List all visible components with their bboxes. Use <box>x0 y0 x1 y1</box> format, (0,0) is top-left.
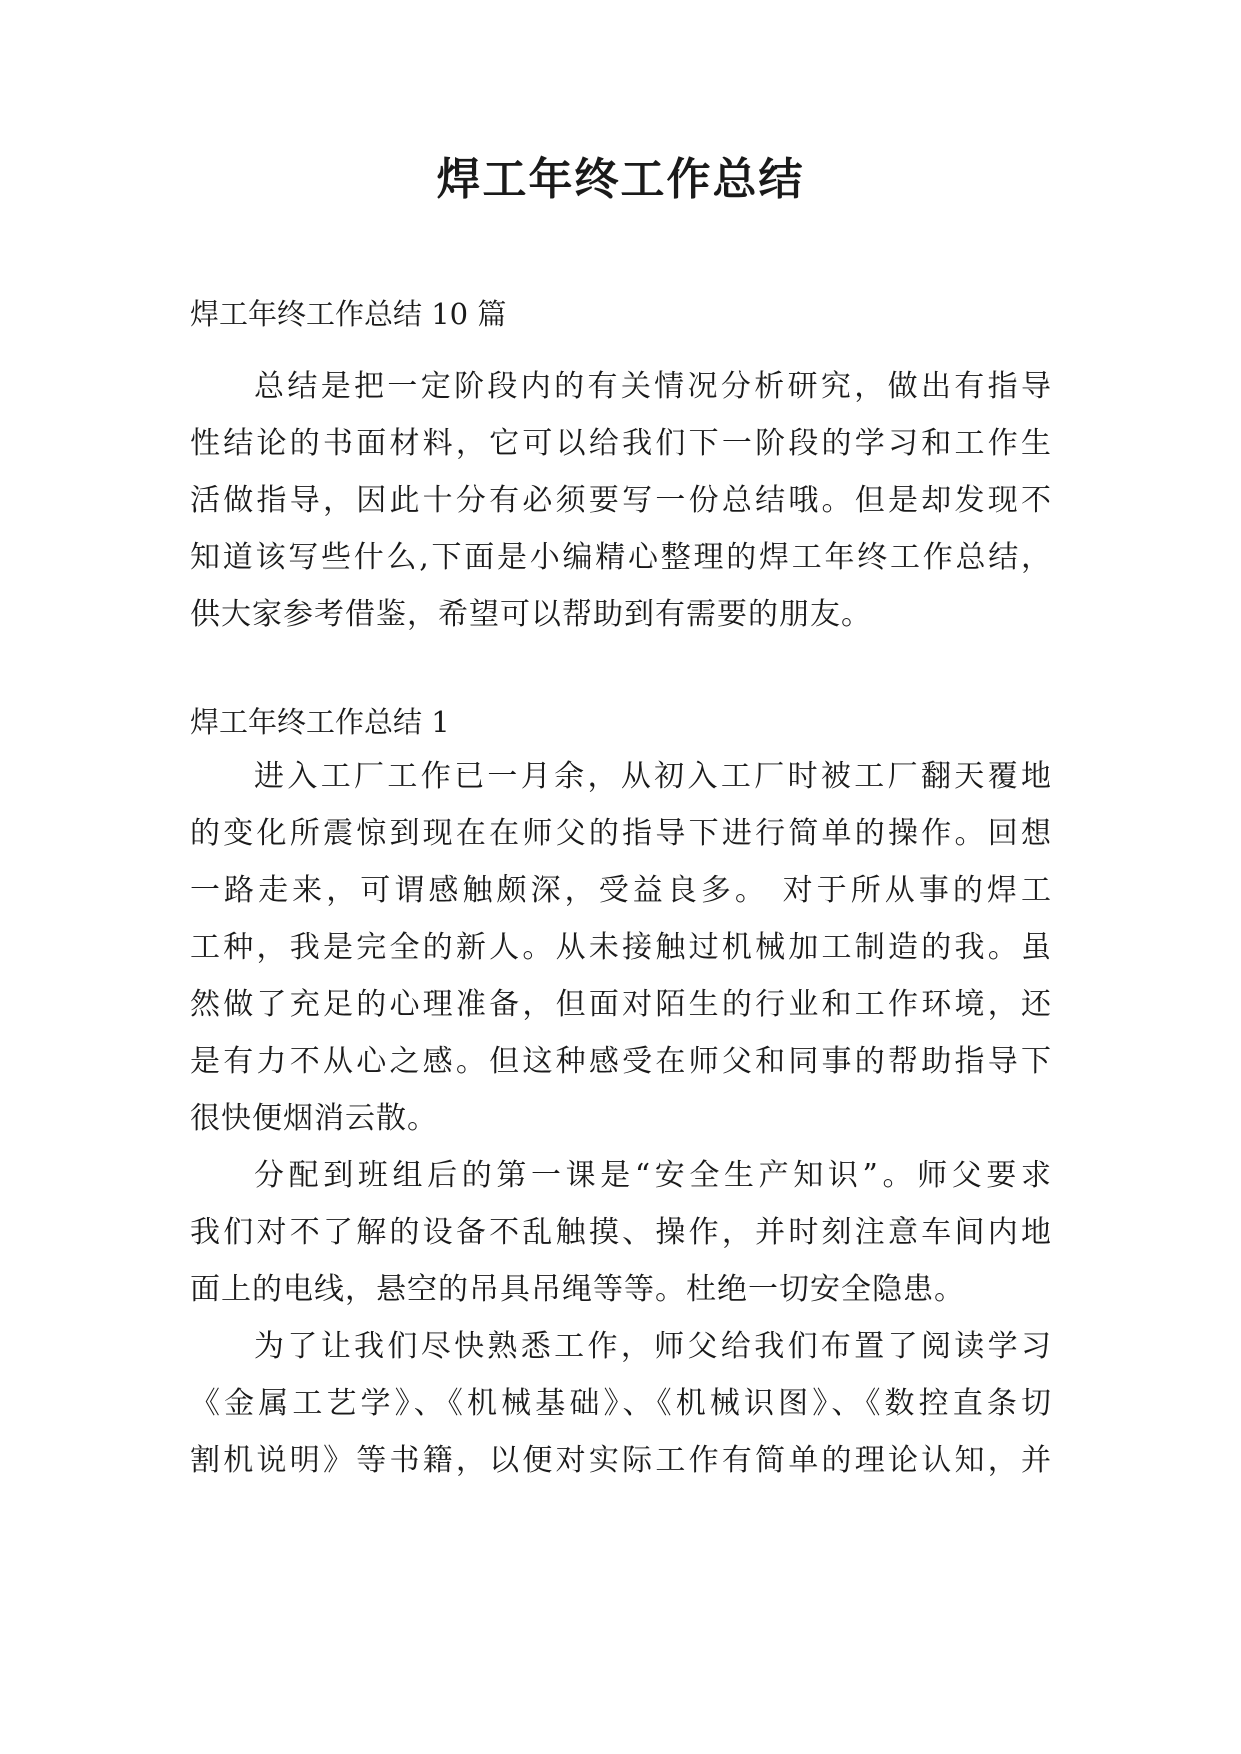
paragraph-line: 面上的电线，悬空的吊具吊绳等等。杜绝一切安全隐患。 <box>190 1272 965 1307</box>
paragraph-line: 进入工厂工作已一月余，从初入工厂时被工厂翻天覆地 <box>254 759 1052 794</box>
section-1-heading: 焊工年终工作总结 1 <box>190 705 450 739</box>
intro-line: 活做指导，因此十分有必须要写一份总结哦。但是却发现不 <box>190 483 1052 518</box>
paragraph-line: 分配到班组后的第一课是“安全生产知识”。师父要求 <box>254 1158 1052 1193</box>
intro-paragraph <box>190 358 1052 643</box>
paragraph-line: 是有力不从心之感。但这种感受在师父和同事的帮助指导下 <box>190 1044 1052 1079</box>
intro-line: 知道该写些什么,下面是小编精心整理的焊工年终工作总结， <box>190 540 1052 575</box>
intro-line: 总结是把一定阶段内的有关情况分析研究，做出有指导 <box>254 369 1052 404</box>
intro-line: 供大家参考借鉴，希望可以帮助到有需要的朋友。 <box>190 597 872 632</box>
paragraph-line: 一路走来，可谓感触颇深，受益良多。 对于所从事的焊工 <box>190 873 1052 908</box>
paragraph-2 <box>190 1147 1052 1318</box>
paragraph-line: 工种，我是完全的新人。从未接触过机械加工制造的我。虽 <box>190 930 1052 965</box>
paragraph-line: 为了让我们尽快熟悉工作，师父给我们布置了阅读学习 <box>254 1329 1052 1364</box>
paragraph-line: 《金属工艺学》、《机械基础》、《机械识图》、《数控直条切 <box>190 1386 1052 1421</box>
paragraph-line: 很快便烟消云散。 <box>190 1101 438 1136</box>
document-subtitle: 焊工年终工作总结 10 篇 <box>190 297 507 331</box>
paragraph-line: 的变化所震惊到现在在师父的指导下进行简单的操作。回想 <box>190 816 1052 851</box>
paragraph-line: 然做了充足的心理准备，但面对陌生的行业和工作环境，还 <box>190 987 1052 1022</box>
paragraph-line: 我们对不了解的设备不乱触摸、操作，并时刻注意车间内地 <box>190 1215 1052 1250</box>
intro-line: 性结论的书面材料，它可以给我们下一阶段的学习和工作生 <box>190 426 1052 461</box>
paragraph-line: 割机说明》等书籍，以便对实际工作有简单的理论认知，并 <box>190 1443 1052 1478</box>
paragraph-3 <box>190 1318 1052 1489</box>
paragraph-1 <box>190 748 1052 1147</box>
document-title: 焊工年终工作总结 <box>436 154 805 205</box>
